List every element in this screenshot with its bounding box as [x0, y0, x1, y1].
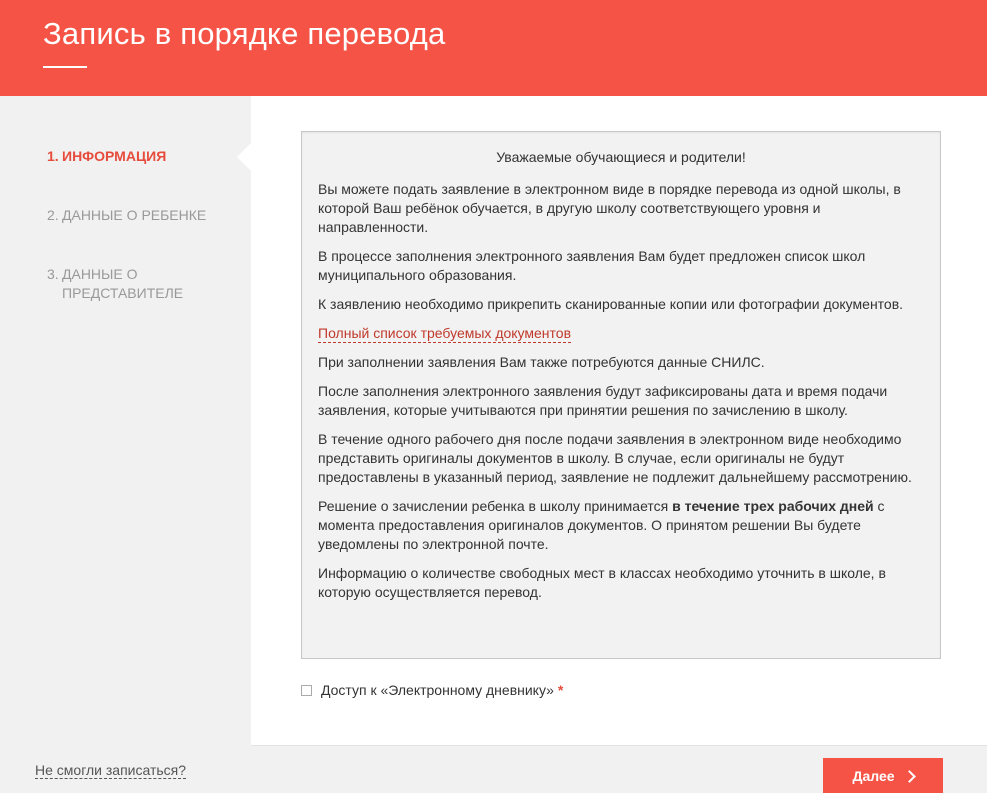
info-paragraph: После заполнения электронного заявления будут зафиксированы дата и время подачи заявления, которые учитываются при принятии решения по зачислению в школу.	[318, 383, 888, 418]
chevron-right-icon	[903, 770, 916, 783]
page-header	[0, 0, 987, 96]
step-label: ДАННЫЕ О ПРЕДСТАВИТЕЛЕ	[62, 266, 184, 301]
title-underline	[43, 66, 87, 68]
info-paragraph	[318, 497, 924, 554]
step-child-data[interactable]	[47, 206, 206, 225]
diary-access-checkbox[interactable]	[301, 685, 312, 696]
decision-text-start: Решение о зачислении ребенка в школу принимается	[318, 498, 673, 514]
step-label: ДАННЫЕ О РЕБЕНКЕ	[62, 207, 207, 223]
step-representative-data[interactable]	[47, 265, 197, 303]
steps-sidebar	[0, 96, 251, 793]
info-paragraph: Информацию о количестве свободных мест в классах необходимо уточнить в школе, в которую осуществляется перевод.	[318, 565, 886, 600]
info-box	[301, 131, 941, 659]
step-information[interactable]	[47, 147, 166, 166]
info-paragraph: В течение одного рабочего дня после подачи заявления в электронном виде необходимо представить оригиналы документов в школу. В случае, если оригиналы не будут предоставлены в указанный период, заявление не подлежит дальнейшему рассмотрению.	[318, 431, 912, 485]
decision-text-end: с момента предоставления оригиналов документов. О принятом решении Вы будете уведомлены по электронной почте.	[318, 498, 885, 552]
next-button[interactable]	[823, 758, 943, 793]
diary-access-option[interactable]	[301, 682, 563, 698]
page-title: Запись в порядке перевода	[43, 16, 446, 51]
help-link[interactable]: Не смогли записаться?	[35, 762, 187, 778]
info-paragraph: Вы можете подать заявление в электронном виде в порядке перевода из одной школы, в которой Ваш ребёнок обучается, в другую школу соответствующего уровня и направленности.	[318, 181, 901, 235]
decision-deadline: в течение трех рабочих дней	[672, 498, 874, 514]
step-label: ИНФОРМАЦИЯ	[62, 148, 167, 164]
step-number: 2.	[47, 207, 59, 223]
info-paragraph: К заявлению необходимо прикрепить сканированные копии или фотографии документов.	[318, 296, 904, 312]
info-title: Уважаемые обучающиеся и родители!	[496, 149, 746, 165]
documents-list-link[interactable]: Полный список требуемых документов	[318, 325, 572, 341]
next-button-label: Далее	[852, 767, 895, 784]
info-paragraph: В процессе заполнения электронного заявления Вам будет предложен список школ муниципального образования.	[318, 248, 866, 283]
diary-access-label: Доступ к «Электронному дневнику»	[321, 682, 554, 698]
required-mark: *	[557, 682, 564, 698]
step-number: 3.	[47, 266, 59, 282]
info-paragraph: При заполнении заявления Вам также потребуются данные СНИЛС.	[318, 354, 765, 370]
step-number: 1.	[47, 148, 59, 164]
active-step-pointer	[237, 143, 251, 171]
